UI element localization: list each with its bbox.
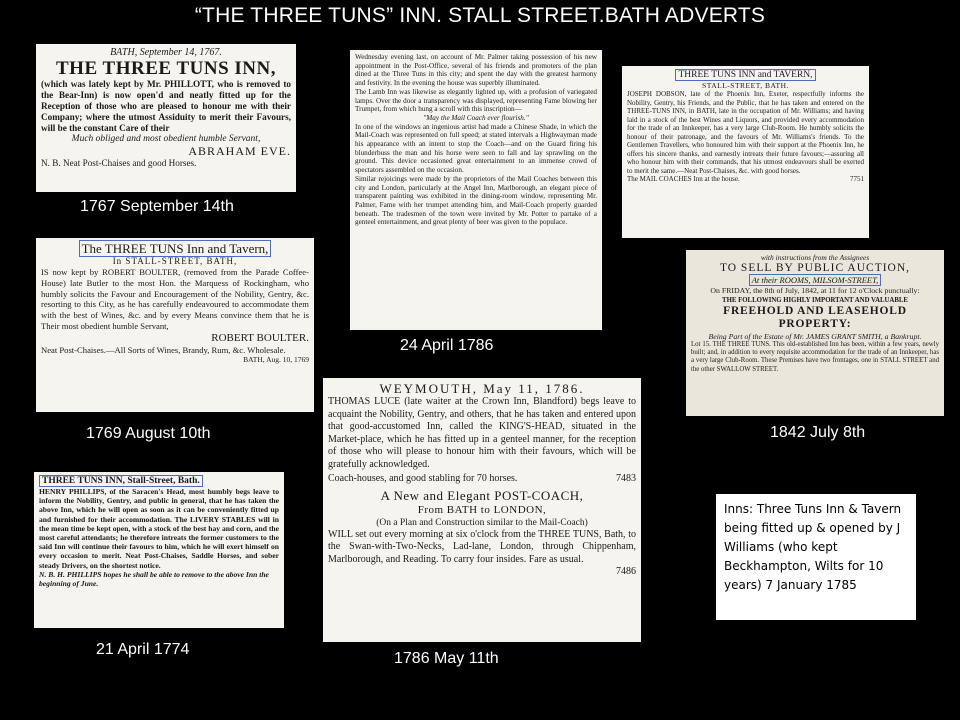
coach-route: From BATH to LONDON,	[417, 503, 547, 516]
property-heading: FREEHOLD AND LEASEHOLD PROPERTY:	[723, 304, 907, 330]
address: STALL-STREET, BATH.	[702, 81, 789, 90]
subheading: THE FOLLOWING HIGHLY IMPORTANT AND VALUABLE	[722, 296, 908, 304]
coach-plan: (On a Plan and Construction similar to the Mail-Coach)	[376, 517, 588, 528]
headline-text: THREE TUNS INN and TAVERN,	[675, 69, 815, 81]
mail-coach-note: The MAIL COACHES Inn at the house.	[627, 175, 740, 183]
paragraph-1: Wednesday evening last, on account of Mr. Palmer taking possession of his new appointment in the Post-Office, several of his friends and promoters of the plan dined at the Three Tuns in this city; and spent the day with the greatest harmony and festivity. In the evening the house was superbly illuminated.	[355, 53, 597, 88]
signature: ABRAHAM EVE.	[188, 144, 291, 158]
stabling-line	[328, 472, 636, 485]
coach-headline: A New and Elegant POST-COACH,	[380, 487, 584, 503]
clipping-1786-april	[350, 50, 602, 330]
signature: ROBERT BOULTER.	[211, 331, 309, 344]
advert-body: IS now kept by ROBERT BOULTER, (removed from the Parade Coffee-House) late Butler to the most Hon. the Marquess of Rockingham, who humbly solicits the Favour and Encouragement of the Nobility, Gentry, &c. resorting to this City, as he has carefully endeavoured to accommodate them with the best of Wines, &c. and by every Means convince them that he is Their most obedient humble Servant,	[41, 267, 309, 331]
instructions: with instructions from the Assignees	[760, 253, 870, 262]
caption-1774: 21 April 1774	[96, 641, 190, 658]
nota-bene: N. B. H. PHILLIPS hopes he shall be able to remove to the above Inn the beginning of June.	[39, 569, 269, 589]
advert-body: HENRY PHILLIPS, of the Saracen's Head, most humbly begs leave to inform the Nobility, Gentry, and public in general, that he has taken the above Inn, which he will open as soon as it can be conveniently fitted up and furnished for their accommodation. The LIVERY STABLES will in the mean time be kept open, with a stock of the best hay and corn, and the most careful attendants; he therefore intreats the former customers to the said Inn will continue their favours to him, which he will exert himself on every occasion to merit. Neat Post-Chaises, Saddle Horses, and sober steady Drivers, on the shortest notice.	[39, 487, 279, 570]
clipping-1785	[622, 66, 869, 238]
headline-text: THREE TUNS INN, Stall-Street, Bath.	[39, 475, 203, 487]
caption-1786-april: 24 April 1786	[400, 337, 494, 354]
stabling-text: Coach-houses, and good stabling for 70 horses.	[328, 472, 518, 484]
advert-body: (which was lately kept by Mr. PHILLOTT, who is removed to the Bear-Inn) is now open'd and neatly fitted up for the Reception of those who are pleased to honour me with their Company; where the utmost Assiduity to merit their Favours, will be the constant Care of their	[41, 79, 291, 133]
nota-bene: N. B. Neat Post-Chaises and good Horses.	[41, 158, 197, 168]
headline: THE THREE TUNS INN,	[56, 58, 276, 79]
headline	[627, 69, 864, 81]
headline	[41, 241, 309, 256]
lot-description: Lot 15. THE THREE TUNS. This old-established Inn has been, within a few years, newly built; and, in addition to every requisite accommodation for the trade of an Innkeeper, has a very large Club-Room. These Premises have two frontages, one in STALL STREET and the other SWALLOW STREET.	[691, 341, 939, 373]
clipping-1767	[36, 44, 296, 192]
sale-date: On FRIDAY, the 8th of July, 1842, at 11 for 12 o'Clock punctually:	[710, 286, 920, 295]
clipping-1774	[34, 472, 284, 628]
headline: TO SELL BY PUBLIC AUCTION,	[719, 262, 911, 274]
closing: Much obliged and most obedient humble Servant,	[71, 134, 261, 144]
nota-bene: Neat Post-Chaises.—All Sorts of Wines, Brandy, Rum, &c. Wholesale.	[41, 344, 286, 355]
advert-number-2: 7486	[616, 566, 636, 578]
caption-1842: 1842 July 8th	[770, 424, 866, 441]
address: In STALL-STREET, BATH,	[112, 256, 238, 266]
caption-1767: 1767 September 14th	[80, 198, 234, 215]
advert-body: THOMAS LUCE (late waiter at the Crown Inn, Blandford) begs leave to acquaint the Nobility, Gentry, and others, that he has taken and entered upon that good-accustomed Inn, called the KING'S-HEAD, situated in the Market-place, which he has fitted up in a genteel manner, for the reception of those who will please to honour him with their favours, which will be gratefully acknowledged.	[328, 396, 636, 470]
advert-number: 7751	[850, 175, 864, 183]
advert-number: 7483	[616, 472, 636, 484]
headline-text: The THREE TUNS Inn and Tavern,	[79, 240, 272, 257]
page-title: “THE THREE TUNS” INN. STALL STREET.BATH ADVERTS	[194, 4, 766, 27]
nota-bene	[627, 175, 864, 184]
dateline: WEYMOUTH, May 11, 1786.	[379, 381, 585, 396]
paragraph-3: In one of the windows an ingenious artist had made a Chinese Shade, in which the Mail-Coach was represented on full speed; at stated intervals a Highwayman made his appearance with an intent to stop the Coach—and on the Guard firing his blunderbuss the man and his horse were seen to fall and lay sprawling on the ground. This device occasioned great entertainment to an immense crowd of spectators assembled on the occasion.	[355, 122, 597, 175]
caption-1786-may: 1786 May 11th	[394, 650, 499, 667]
caption-1769: 1769 August 10th	[86, 425, 211, 442]
clipping-1842	[686, 250, 944, 416]
advert-body: JOSEPH DOBSON, late of the Phoenix Inn, Exeter, respectfully informs the Nobility, Gentry, his Friends, and the Public, that he has taken and entered on the THREE-TUNS INN, in BATH, late in the occupation of Mr. Williams; and having laid in a stock of the best Wines and Liquors, and provided every accommodation for the trade of an Innkeeper, has a very large Club-Room. He humbly solicits the honour of their patronage, and the favours of Mr. Williams's friends. To the Gentlemen Travellers, who honoured him with their support at the Phoenix Inn, he offers his sincere thanks, and earnestly intreats their future favours;—assuring all who honour him with their commands, that his utmost endeavours shall be exerted to merit the same.—Neat Post-Chaises, &c. with good horses.	[627, 90, 864, 175]
paragraph-2: The Lamb Inn was likewise as elegantly lighted up, with a profusion of variegated lamps. Over the door a transparency was displayed, representing Fame blowing her Trumpet, from which hung a scroll with this inscription—	[355, 87, 597, 114]
rooms	[691, 275, 939, 286]
note-box: Inns: Three Tuns Inn & Tavern being fitted up & opened by J Williams (who kept Beckhampton, Wilts for 10 years) 7 January 1785	[716, 494, 916, 620]
clipping-1786-may	[323, 378, 641, 642]
headline	[39, 475, 279, 487]
clipping-1769	[36, 238, 314, 412]
advert-date: BATH, Aug. 10, 1769	[243, 355, 309, 365]
dateline: BATH, September 14, 1767.	[110, 47, 222, 58]
motto: "May the Mail Coach ever flourish."	[423, 113, 529, 122]
estate-line: Being Part of the Estate of Mr. JAMES GRANT SMITH, a Bankrupt.	[708, 331, 922, 341]
rooms-text: At their ROOMS, MILSOM-STREET,	[749, 274, 882, 286]
coach-body: WILL set out every morning at six o'clock from the THREE TUNS, Bath, to the Swan-with-Two-Necks, Lad-lane, London, through Chippenham, Marlborough, and Reading. To carry four insides. Fare as usual.	[328, 528, 636, 565]
paragraph-4: Similar rejoicings were made by the proprietors of the Mail Coaches between this city and London, particularly at the Angel Inn, Marlborough, an elegant piece of transparent painting was exhibited in the dining-room window, representing Mr. Palmer, Fame with her trumpet attending him, and Mail-Coach properly guarded beneath. The tradesmen of the town were invited by Mr. Potter to partake of a genteel entertainment, and great plenty of beer was given to the populace.	[355, 174, 597, 227]
